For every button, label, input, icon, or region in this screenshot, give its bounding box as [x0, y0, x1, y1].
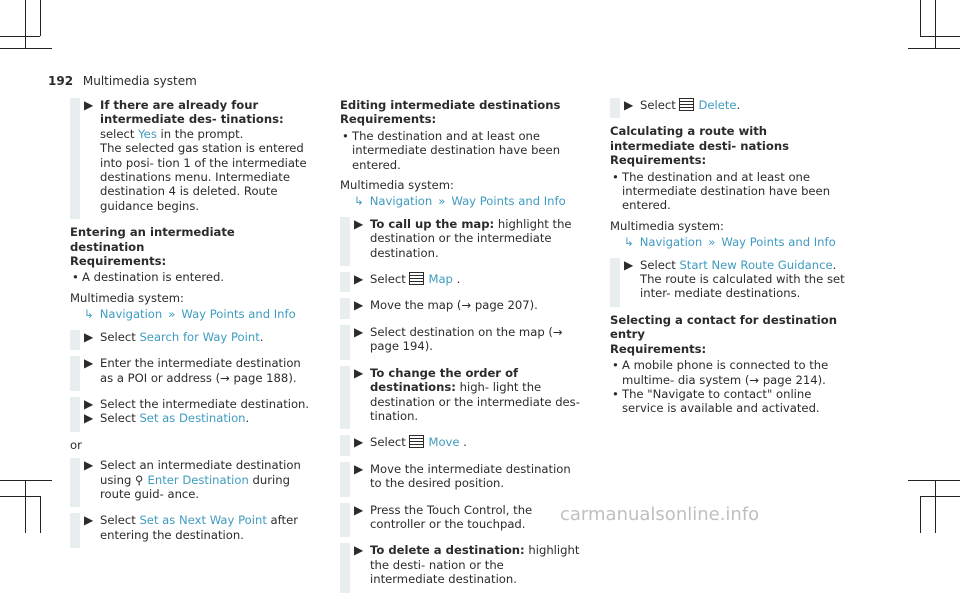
- menu-icon: [679, 98, 694, 111]
- watermark: carmanualsonline.info: [560, 504, 760, 525]
- enter-destination-link[interactable]: Enter Destination: [147, 472, 249, 487]
- requirements-list: [610, 358, 850, 416]
- way-points-link[interactable]: Way Points and Info: [721, 235, 836, 250]
- step-text: select: [100, 126, 139, 141]
- step-arrow-icon: ▶: [354, 216, 364, 231]
- menu-path: [70, 307, 310, 321]
- column-1: [70, 98, 310, 554]
- step: [70, 330, 310, 350]
- double-chevron-icon: »: [708, 235, 716, 250]
- crop-mark: [0, 496, 40, 497]
- step-text: Select: [100, 329, 140, 344]
- multimedia-label: Multimedia system:: [610, 218, 724, 233]
- step: [340, 325, 580, 360]
- section-heading: Calculating a route with intermediate desti- nations: [610, 124, 789, 153]
- delete-link[interactable]: Delete: [698, 98, 737, 112]
- search-way-point-link[interactable]: Search for Way Point: [139, 329, 260, 344]
- step-text: Press the Touch Control, the controller or the touchpad.: [370, 502, 533, 531]
- requirements-list: [610, 170, 850, 213]
- step-text: Select: [100, 513, 140, 528]
- step: [610, 258, 850, 307]
- step: [70, 98, 310, 219]
- step-arrow-icon: ▶: [354, 502, 364, 517]
- step-text: Move the map (→ page 207).: [370, 298, 538, 313]
- crop-mark: [920, 496, 921, 533]
- way-points-link[interactable]: Way Points and Info: [451, 194, 566, 209]
- step-text: Move the intermediate destination to the desired position.: [370, 461, 571, 491]
- step: [340, 543, 580, 592]
- step: [610, 98, 850, 118]
- step: [340, 462, 580, 497]
- step-arrow-icon: ▶: [354, 543, 364, 558]
- requirement-item: • A destination is entered.: [70, 270, 310, 284]
- step-text: .: [459, 435, 467, 450]
- multimedia-label: Multimedia system:: [70, 290, 184, 305]
- double-chevron-icon: »: [438, 194, 446, 209]
- step-arrow-icon: ▶: [84, 410, 94, 425]
- step-text: Select: [100, 411, 140, 426]
- step-text: highlight the desti- nation or the intermediate destination.: [370, 543, 580, 587]
- requirements-label: Requirements:: [610, 153, 707, 168]
- double-chevron-icon: »: [168, 307, 176, 322]
- step: [70, 397, 310, 432]
- step-text: Select destination on the map (→ page 194).: [370, 324, 563, 354]
- step-text: .: [245, 411, 250, 426]
- step: [70, 356, 310, 391]
- step-text: .: [259, 329, 264, 344]
- way-points-link[interactable]: Way Points and Info: [181, 307, 296, 322]
- column-2: [340, 98, 580, 599]
- section-heading: Editing intermediate destinations: [340, 98, 561, 112]
- step-arrow-icon: ▶: [84, 329, 94, 344]
- crop-mark: [908, 48, 960, 49]
- step-arrow-icon: ▶: [354, 461, 364, 476]
- crop-mark: [40, 496, 41, 533]
- step: [340, 503, 580, 538]
- step-text: high- light the destination or the intermediate des- tination.: [370, 380, 580, 423]
- page-number: 192: [48, 74, 74, 88]
- step-text: Select: [640, 257, 680, 272]
- crop-mark: [920, 0, 921, 36]
- step-text: in the prompt.: [156, 126, 244, 141]
- crop-mark: [25, 0, 26, 48]
- step-text: Select: [370, 272, 410, 287]
- return-arrow-icon: ↳: [354, 194, 364, 209]
- step-text: Select the intermediate destination.: [100, 396, 310, 411]
- crop-mark: [935, 0, 936, 48]
- step-arrow-icon: ▶: [84, 458, 94, 473]
- move-link[interactable]: Move: [428, 435, 460, 450]
- step-arrow-icon: ▶: [354, 272, 364, 287]
- step-text: .: [452, 272, 461, 287]
- step-text: Select: [640, 98, 680, 112]
- step-condition: If there are already four intermediate des- tinations:: [100, 98, 284, 127]
- return-arrow-icon: ↳: [84, 307, 94, 322]
- step: [340, 217, 580, 266]
- step-arrow-icon: ▶: [84, 98, 94, 112]
- yes-link[interactable]: Yes: [138, 126, 157, 141]
- requirement-item: • The destination and at least one intermediate destination have been entered.: [340, 129, 580, 172]
- step-condition: To change the order of destinations:: [370, 365, 519, 395]
- step-arrow-icon: ▶: [354, 298, 364, 313]
- step-arrow-icon: ▶: [354, 435, 364, 450]
- requirement-item: • The destination and at least one intermediate destination have been entered.: [610, 170, 850, 213]
- crop-mark: [25, 480, 26, 533]
- step: [70, 458, 310, 507]
- step-text: .: [832, 257, 837, 272]
- navigation-link[interactable]: Navigation: [369, 194, 433, 209]
- step: [340, 435, 580, 455]
- step-condition: To delete a destination:: [370, 543, 525, 558]
- page-header: [48, 74, 197, 88]
- set-next-way-point-link[interactable]: Set as Next Way Point: [139, 513, 267, 528]
- step-text: Enter the intermediate destination as a POI or address (→ page 188).: [100, 356, 301, 385]
- menu-path: [610, 235, 850, 249]
- step: [340, 272, 580, 292]
- requirements-list: [340, 129, 580, 172]
- step: [340, 298, 580, 318]
- crop-mark: [40, 0, 41, 36]
- step-condition: To call up the map:: [370, 216, 495, 231]
- requirements-label: Requirements:: [610, 341, 707, 356]
- step-arrow-icon: ▶: [354, 365, 364, 380]
- page-title: Multimedia system: [82, 74, 197, 88]
- step-text: highlight the destination or the intermediate destination.: [370, 216, 572, 260]
- or-label: or: [70, 437, 82, 452]
- step-arrow-icon: ▶: [624, 98, 634, 112]
- crop-mark: [920, 496, 960, 497]
- step-text: after entering the destination.: [100, 513, 298, 542]
- crop-mark: [0, 48, 52, 49]
- crop-mark: [920, 36, 960, 37]
- requirement-item: • The "Navigate to contact" online service is available and activated.: [610, 387, 850, 416]
- section-heading: Selecting a contact for destination entry: [610, 312, 837, 342]
- crop-mark: [935, 480, 936, 533]
- crop-mark: [908, 480, 960, 481]
- step: [340, 366, 580, 430]
- step-arrow-icon: ▶: [624, 257, 634, 272]
- step-result: The route is calculated with the set inter- mediate destinations.: [640, 272, 845, 301]
- section-heading: Entering an intermediate destination: [70, 225, 235, 254]
- navigation-link[interactable]: Navigation: [99, 307, 163, 322]
- crop-mark: [0, 36, 40, 37]
- requirement-item: • A mobile phone is connected to the multime- dia system (→ page 214).: [610, 358, 850, 387]
- step-arrow-icon: ▶: [84, 356, 94, 371]
- menu-icon: [409, 272, 424, 285]
- requirements-list: [70, 270, 310, 284]
- step-arrow-icon: ▶: [84, 396, 94, 411]
- set-destination-link[interactable]: Set as Destination: [139, 411, 246, 426]
- step-text: during route guid- ance.: [100, 472, 290, 501]
- requirements-label: Requirements:: [70, 254, 167, 269]
- map-link[interactable]: Map: [428, 272, 453, 287]
- column-3: [610, 98, 850, 422]
- step-text: Select: [370, 435, 410, 450]
- navigation-link[interactable]: Navigation: [639, 235, 703, 250]
- step-result: The selected gas station is entered into posi- tion 1 of the intermediate destinations menu. Intermediate destination 4 is deleted. Route guidance begins.: [100, 141, 307, 213]
- step-arrow-icon: ▶: [84, 513, 94, 528]
- crop-mark: [0, 480, 52, 481]
- multimedia-label: Multimedia system:: [340, 178, 454, 193]
- step-text: .: [736, 98, 741, 112]
- step-arrow-icon: ▶: [354, 324, 364, 339]
- menu-icon: [409, 435, 424, 448]
- step-text: Select an intermediate destination using: [100, 458, 301, 487]
- menu-path: [340, 194, 580, 208]
- requirements-label: Requirements:: [340, 112, 437, 127]
- return-arrow-icon: ↳: [624, 235, 634, 250]
- start-route-guidance-link[interactable]: Start New Route Guidance: [679, 257, 833, 272]
- search-icon: ⚲: [135, 472, 144, 487]
- step: [70, 513, 310, 548]
